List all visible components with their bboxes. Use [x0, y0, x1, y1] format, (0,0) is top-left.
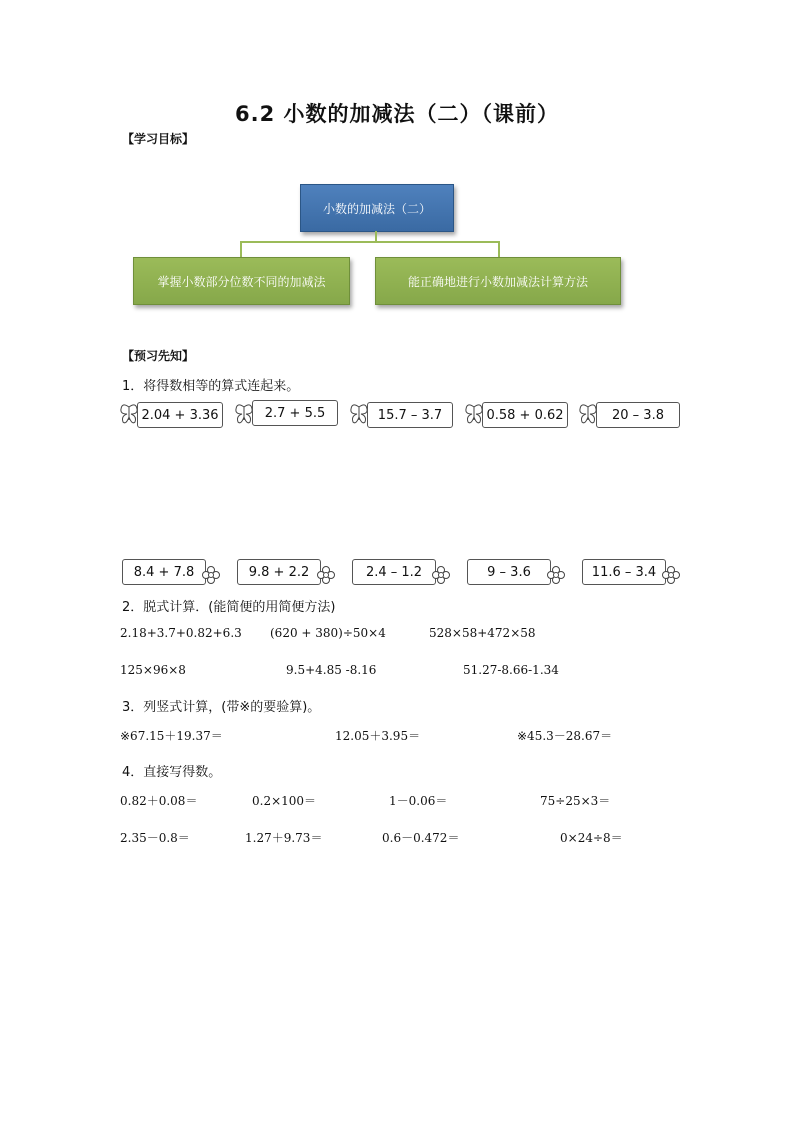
preview-header: 【预习先知】	[122, 349, 195, 363]
q4-item-2: 0.2×100＝	[252, 794, 317, 808]
q3-item-2: 12.05＋3.95＝	[335, 729, 421, 743]
flower-icon	[432, 565, 450, 585]
q2-expr-2: (620 + 380)÷50×4	[270, 626, 386, 640]
bottom-card-2[interactable]: 9.8 + 2.2	[237, 559, 321, 585]
concept-child-1: 掌握小数部分位数不同的加减法	[133, 257, 350, 305]
q2-expr-4: 125×96×8	[120, 663, 186, 677]
butterfly-icon	[578, 402, 598, 426]
q4-item-1: 0.82＋0.08＝	[120, 794, 198, 808]
bottom-card-5[interactable]: 11.6 – 3.4	[582, 559, 666, 585]
flower-icon	[547, 565, 565, 585]
goals-header: 【学习目标】	[122, 132, 195, 146]
top-card-4[interactable]: 0.58 + 0.62	[482, 402, 568, 428]
flower-icon	[202, 565, 220, 585]
butterfly-icon	[119, 402, 139, 426]
concept-child-2: 能正确地进行小数加减法计算方法	[375, 257, 621, 305]
q1-prompt: 1．将得数相等的算式连起来。	[122, 379, 300, 394]
butterfly-icon	[464, 402, 484, 426]
q2-expr-6: 51.27-8.66-1.34	[463, 663, 559, 677]
q2-expr-5: 9.5+4.85 -8.16	[286, 663, 377, 677]
flower-icon	[317, 565, 335, 585]
q3-prompt: 3．列竖式计算，(带※的要验算)。	[122, 700, 321, 715]
q4-item-4: 75÷25×3＝	[540, 794, 611, 808]
q2-expr-1: 2.18+3.7+0.82+6.3	[120, 626, 242, 640]
top-card-5[interactable]: 20 – 3.8	[596, 402, 680, 428]
q4-item-7: 0.6－0.472＝	[382, 831, 460, 845]
q4-item-8: 0×24÷8＝	[560, 831, 623, 845]
q3-item-3: ※45.3－28.67＝	[517, 729, 613, 743]
bottom-card-3[interactable]: 2.4 – 1.2	[352, 559, 436, 585]
concept-root: 小数的加减法（二）	[300, 184, 454, 232]
top-card-2[interactable]: 2.7 + 5.5	[252, 400, 338, 426]
q4-item-5: 2.35－0.8＝	[120, 831, 190, 845]
q4-item-6: 1.27＋9.73＝	[245, 831, 323, 845]
flower-icon	[662, 565, 680, 585]
q3-item-1: ※67.15＋19.37＝	[120, 729, 223, 743]
q4-item-3: 1－0.06＝	[389, 794, 448, 808]
butterfly-icon	[349, 402, 369, 426]
top-card-1[interactable]: 2.04 + 3.36	[137, 402, 223, 428]
q4-prompt: 4．直接写得数。	[122, 765, 222, 780]
top-card-3[interactable]: 15.7 – 3.7	[367, 402, 453, 428]
bottom-card-4[interactable]: 9 – 3.6	[467, 559, 551, 585]
page-title: 6.2 小数的加减法（二）（课前）	[234, 102, 559, 126]
q2-prompt: 2．脱式计算．(能简便的用简便方法)	[122, 600, 336, 615]
butterfly-icon	[234, 402, 254, 426]
q2-expr-3: 528×58+472×58	[429, 626, 536, 640]
bottom-card-1[interactable]: 8.4 + 7.8	[122, 559, 206, 585]
